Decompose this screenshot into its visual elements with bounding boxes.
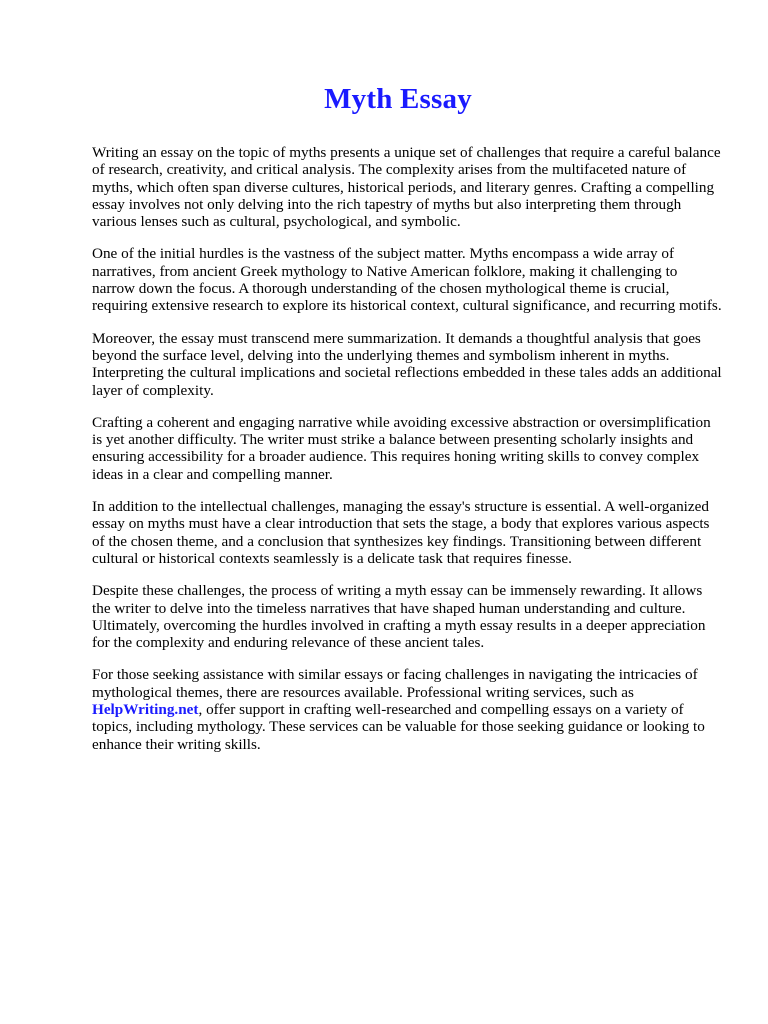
paragraph-5: In addition to the intellectual challenges, managing the essay's structure is essential. A well-organized essay on myths must have a clear introduction that sets the stage, a body that explores various aspects of the chosen theme, and a conclusion that synthesizes key findings. Transitioning between different cultural or historical contexts seamlessly is a delicate task that requires finesse. — [92, 498, 710, 567]
paragraph-4: Crafting a coherent and engaging narrative while avoiding excessive abstraction or oversimplification is yet another difficulty. The writer must strike a balance between presenting scholarly insights and ensuring accessibility for a broader audience. This requires honing writing skills to convey complex ideas in a clear and compelling manner. — [92, 413, 711, 483]
paragraph-7 — [92, 666, 724, 752]
paragraph-7-text-after-link: , offer support in crafting well-researched and compelling essays on a variety of topics, including mythology. These services can be valuable for those seeking guidance or looking to enhance their writing skills. — [92, 701, 705, 753]
paragraph-6: Despite these challenges, the process of writing a myth essay can be immensely rewarding. It allows the writer to delve into the timeless narratives that have shaped human understanding and culture. Ultimately, overcoming the hurdles involved in crafting a myth essay results in a deeper appreciation for the complexity and enduring relevance of these ancient tales. — [92, 582, 706, 652]
paragraph-3: Moreover, the essay must transcend mere summarization. It demands a thoughtful analysis that goes beyond the surface level, delving into the underlying themes and symbolism inherent in myths. Interpreting the cultural implications and societal reflections embedded in these tales adds an additional layer of complexity. — [92, 329, 722, 399]
helpwriting-link[interactable]: HelpWriting.net — [92, 701, 199, 719]
paragraph-1: Writing an essay on the topic of myths presents a unique set of challenges that require a careful balance of research, creativity, and critical analysis. The complexity arises from the multifaceted nature of myths, which often span diverse cultures, historical periods, and literary genres. Crafting a compelling essay involves not only delving into the rich tapestry of myths but also interpreting them through various lenses such as cultural, psychological, and symbolic. — [92, 144, 721, 231]
paragraph-7-text-before-link: For those seeking assistance with similar essays or facing challenges in navigating the intricacies of mythological themes, there are resources available. Professional writing services, such as — [92, 666, 698, 701]
paragraph-2: One of the initial hurdles is the vastness of the subject matter. Myths encompass a wide array of narratives, from ancient Greek mythology to Native American folklore, making it challenging to narrow down the focus. A thorough understanding of the chosen mythological theme is crucial, requiring extensive research to explore its historical context, cultural significance, and recurring motifs. — [92, 245, 722, 315]
page-title: Myth Essay — [324, 83, 472, 115]
document-page — [92, 0, 724, 753]
